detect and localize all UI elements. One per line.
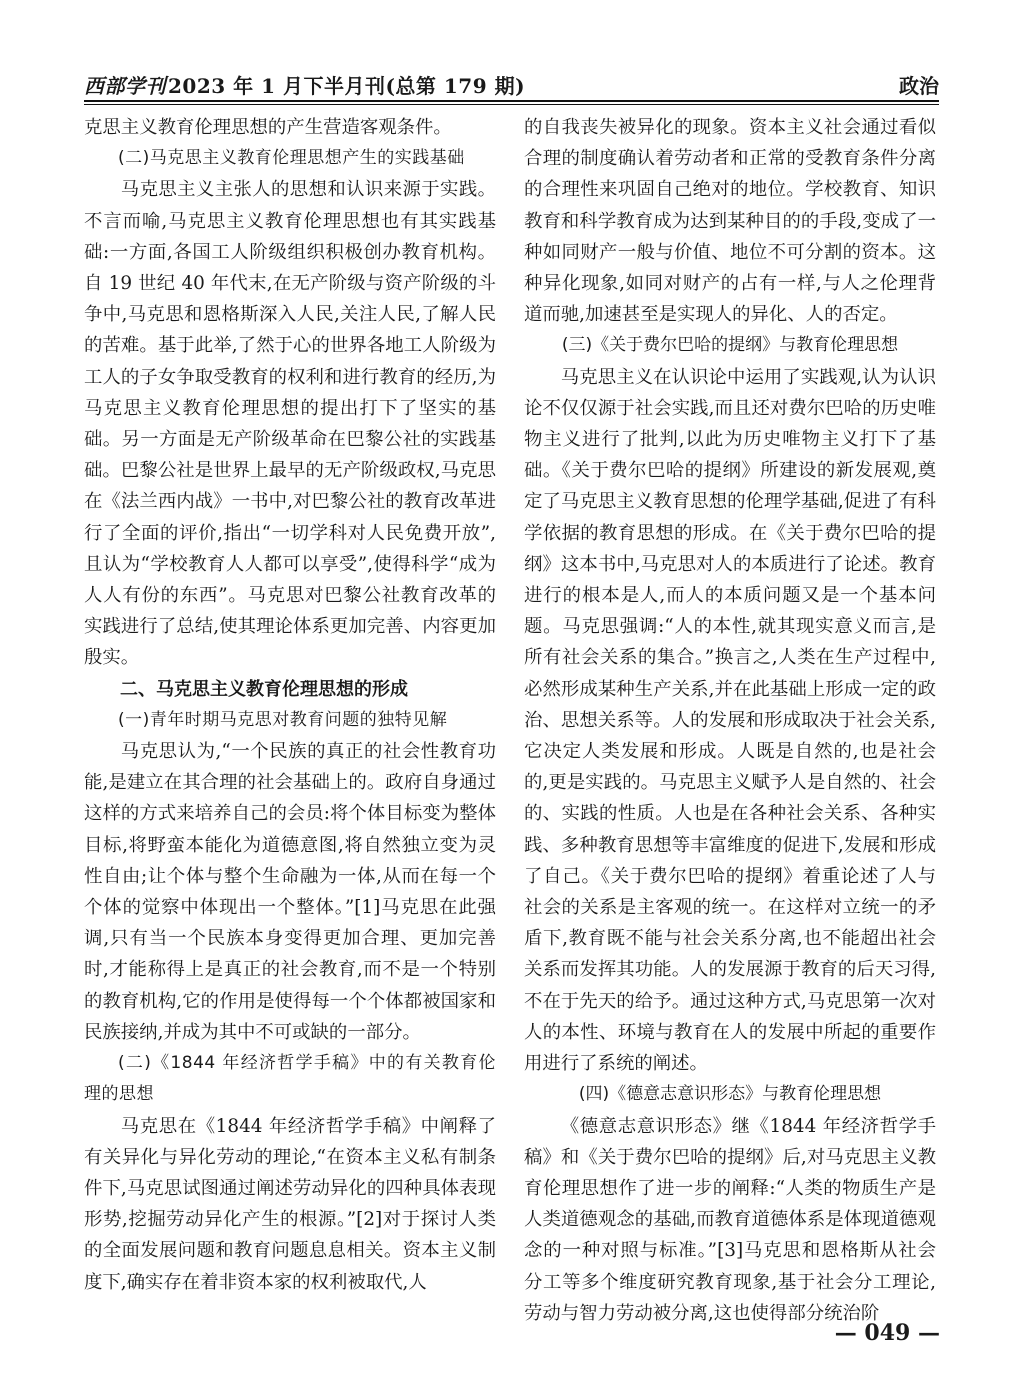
section-label: 政治 <box>899 74 939 98</box>
paragraph: 克思主义教育伦理思想的产生营造客观条件。 <box>84 117 452 138</box>
paragraph: 马克思认为,“一个民族的真正的社会性教育功能,是建立在其合理的社会基础上的。政府自身通过这样的方式来培养自己的会员:将个体目标变为整体目标,将野蛮本能化为道德意图,将自然独立变为灵性自由;让个体与整个生命融为一体,从而在每一个个体的觉察中体现出一个整体。”[1]马克思在此强调,只有当一个民族本身变得更加合理、更加完善时,才能称得上是真正的社会教育,而不是一个特别的教育机构,它的作用是使得每一个个体都被国家和民族接纳,并成为其中不可或缺的一部分。 <box>84 741 496 1043</box>
subsection-heading: (四)《德意志意识形态》与教育伦理思想 <box>578 1084 882 1105</box>
header-rule-thick <box>84 100 939 102</box>
paragraph: 马克思主义在认识论中运用了实践观,认为认识论不仅仅源于社会实践,而且还对费尔巴哈的历史唯物主义进行了批判,以此为历史唯物主义打下了基础。《关于费尔巴哈的提纲》所建设的新发展观,奠定了马克思主义教育思想的伦理学基础,促进了有科学依据的教育思想的形成。在《关于费尔巴哈的提纲》这本书中,马克思对人的本质进行了论述。教育进行的根本是人,而人的本质问题又是一个基本问题。马克思强调:“人的本性,就其现实意义而言,是所有社会关系的集合。”换言之,人类在生产过程中,必然形成某种生产关系,并在此基础上形成一定的政治、思想关系等。人的发展和形成取决于社会关系,它决定人类发展和形成。人既是自然的,也是社会的,更是实践的。马克思主义赋予人是自然的、社会的、实践的性质。人也是在各种社会关系、各种实践、多种教育思想等丰富维度的促进下,发展和形成了自己。《关于费尔巴哈的提纲》着重论述了人与社会的关系是主客观的统一。在这样对立统一的矛盾下,教育既不能与社会关系分离,也不能超出社会关系而发挥其功能。人的发展源于教育的后天习得,不在于先天的给予。通过这种方式,马克思第一次对人的本性、环境与教育在人的发展中所起的重要作用进行了系统的阐述。 <box>524 366 936 1075</box>
subsection-heading: (二)《1844 年经济哲学手稿》中的有关教育伦理的思想 <box>84 1053 496 1105</box>
section-heading: 二、马克思主义教育伦理思想的形成 <box>120 678 408 700</box>
issue-info: 2023 年 1 月下半月刊(总第 179 期) <box>168 74 526 98</box>
paragraph: 的自我丧失被异化的现象。资本主义社会通过看似合理的制度确认着劳动者和正常的受教育条件分离的合理性来巩固自己绝对的地位。学校教育、知识教育和科学教育成为达到某种目的的手段,变成了一种如同财产一般与价值、地位不可分割的资本。这种异化现象,如同对财产的占有一样,与人之伦理背道而驰,加速甚至是实现人的异化、人的否定。 <box>524 117 936 326</box>
journal-issue <box>84 70 525 99</box>
subsection-heading: (三)《关于费尔巴哈的提纲》与教育伦理思想 <box>561 335 899 356</box>
header-rule-thin <box>84 104 939 105</box>
page-number: — 049 — <box>834 1320 940 1346</box>
subsection-heading: (二)马克思主义教育伦理思想产生的实践基础 <box>118 148 465 169</box>
subsection-heading: (一)青年时期马克思对教育问题的独特见解 <box>118 709 448 730</box>
right-column <box>524 112 936 1322</box>
journal-logo: 西部学刊 <box>84 74 166 98</box>
running-header <box>84 64 939 104</box>
paragraph: 马克思主义主张人的思想和认识来源于实践。不言而喻,马克思主义教育伦理思想也有其实践基础:一方面,各国工人阶级组织积极创办教育机构。自 19 世纪 40 年代末,在无产阶级与资产阶级的斗争中,马克思和恩格斯深入人民,关注人民,了解人民的苦难。基于此举,了然于心的世界各地工人阶级为工人的子女争取受教育的权利和进行教育的经历,为马克思主义教育伦理思想的提出打下了坚实的基础。另一方面是无产阶级革命在巴黎公社的实践基础。巴黎公社是世界上最早的无产阶级政权,马克思在《法兰西内战》一书中,对巴黎公社的教育改革进行了全面的评价,指出“一切学科对人民免费开放”,且认为“学校教育人人都可以享受”,使得科学“成为人人有份的东西”。马克思对巴黎公社教育改革的实践进行了总结,使其理论体系更加完善、内容更加殷实。 <box>84 179 496 669</box>
left-column <box>84 112 496 1322</box>
paragraph: 《德意志意识形态》继《1844 年经济哲学手稿》和《关于费尔巴哈的提纲》后,对马克思主义教育伦理思想作了进一步的阐释:“人类的物质生产是人类道德观念的基础,而教育道德体系是体现道德观念的一种对照与标准。”[3]马克思和恩格斯从社会分工等多个维度研究教育现象,基于社会分工理论,劳动与智力劳动被分离,这也使得部分统治阶 <box>524 1115 936 1322</box>
paragraph: 马克思在《1844 年经济哲学手稿》中阐释了有关异化与异化劳动的理论,“在资本主义私有制条件下,马克思试图通过阐述劳动异化的四种具体表现形势,挖掘劳动异化产生的根源。”[2]对于探讨人类的全面发展问题和教育问题息息相关。资本主义制度下,确实存在着非资本家的权利被取代,人 <box>84 1115 496 1293</box>
